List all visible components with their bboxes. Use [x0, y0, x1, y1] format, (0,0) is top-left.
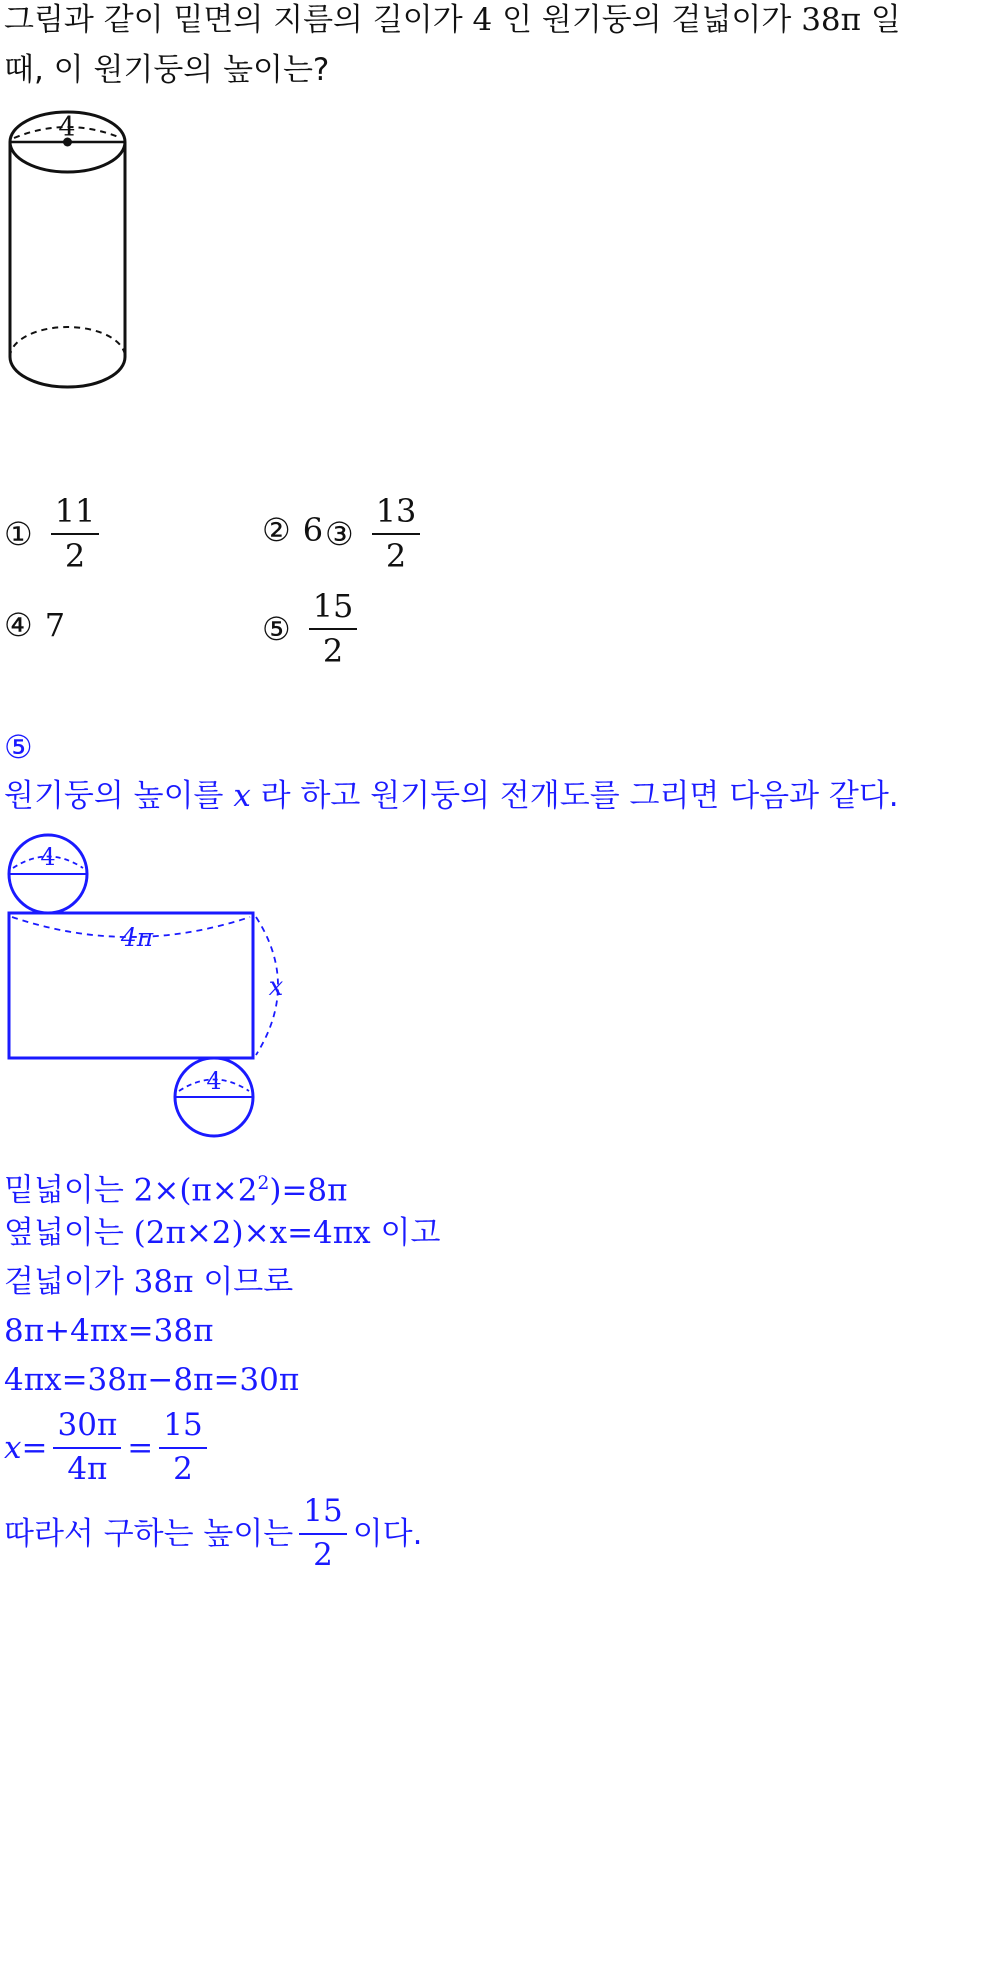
fraction-bar [51, 533, 100, 535]
question-line-1 [4, 0, 901, 40]
math-superscript: 2 [257, 1173, 270, 1194]
fraction-denominator: 4π [67, 1451, 108, 1487]
answer-mark [4, 727, 33, 767]
surface-area-line [4, 1262, 293, 1302]
base-area-line [4, 1164, 348, 1210]
solution-text: 이다. [352, 1516, 423, 1552]
choice-fraction [372, 493, 421, 575]
solution-text: 옆넓이는 [4, 1215, 134, 1251]
choice-5[interactable] [262, 588, 363, 670]
fraction-denominator: 2 [64, 536, 86, 575]
equation-fraction-2 [159, 1408, 206, 1487]
net-top-label: 4 [40, 843, 56, 871]
solution-text: 겉넓이가 [4, 1264, 134, 1300]
fraction-bar [53, 1447, 121, 1449]
solution-text: 밑넓이는 [4, 1172, 134, 1209]
choice-mark: ④ [4, 606, 33, 644]
net-bottom-label: 4 [206, 1067, 222, 1095]
math-expression: 2×(π×2 [133, 1172, 258, 1209]
solution-intro [4, 776, 899, 816]
answer-mark-text: ⑤ [4, 728, 33, 766]
fraction-denominator: 2 [313, 1537, 333, 1573]
fraction-numerator: 15 [312, 587, 354, 625]
side-area-line [4, 1213, 440, 1253]
math-expression: = [127, 1430, 154, 1466]
choice-1[interactable] [4, 493, 105, 575]
cylinder-figure [0, 100, 180, 400]
equation-3 [4, 1407, 213, 1487]
solution-text: 따라서 구하는 높이는 [4, 1516, 294, 1552]
question-line-2 [4, 50, 329, 90]
variable-x: x [233, 778, 251, 814]
math-expression: )=8π [269, 1172, 348, 1209]
fraction-denominator: 2 [173, 1451, 193, 1487]
conclusion-fraction [299, 1494, 346, 1573]
fraction-denominator: 2 [385, 536, 407, 575]
math-expression: 8π+4πx=38π [4, 1313, 214, 1349]
fraction-bar [309, 628, 358, 630]
choice-mark: ① [4, 514, 33, 553]
fraction-numerator: 15 [163, 1407, 203, 1444]
question-text: 인 원기둥의 겉넓이가 [492, 2, 802, 38]
choice-2[interactable] [262, 511, 323, 549]
fraction-bar [372, 533, 421, 535]
choice-mark: ⑤ [262, 609, 291, 648]
math-expression: 38π [133, 1264, 194, 1300]
fraction-numerator: 11 [54, 492, 96, 530]
equation-1 [4, 1311, 213, 1351]
diameter-value: 4 [472, 2, 493, 38]
solution-text: 이므로 [193, 1264, 294, 1300]
choice-value: 7 [44, 606, 66, 644]
equation-2 [4, 1360, 299, 1400]
conclusion-line [4, 1493, 423, 1573]
cylinder-bottom-hidden-arc [10, 327, 125, 357]
solution-text: 원기둥의 높이를 [4, 778, 234, 814]
cylinder-bottom-visible-arc [10, 357, 125, 387]
choice-fraction [51, 493, 100, 575]
choice-value: 6 [302, 511, 324, 549]
surface-area-value: 38π [801, 2, 862, 38]
net-width-label: 4π [120, 923, 154, 952]
question-text: 그림과 같이 밑면의 지름의 길이가 [4, 2, 473, 38]
choice-mark: ② [262, 511, 291, 549]
diameter-label: 4 [58, 112, 76, 143]
choice-4[interactable] [4, 606, 65, 644]
solution-text: 이고 [370, 1215, 441, 1251]
math-expression: x= [4, 1430, 48, 1466]
solution-text: 라 하고 원기둥의 전개도를 그리면 다음과 같다. [250, 778, 899, 814]
choice-fraction [309, 588, 358, 670]
math-expression: (2π×2)×x=4πx [133, 1215, 371, 1251]
choice-3[interactable] [325, 493, 426, 575]
equation-fraction-1 [53, 1408, 121, 1487]
fraction-numerator: 13 [375, 492, 417, 530]
math-expression: 4πx=38π−8π=30π [4, 1362, 300, 1398]
fraction-numerator: 30π [57, 1407, 118, 1444]
fraction-denominator: 2 [322, 631, 344, 670]
fraction-bar [299, 1533, 346, 1535]
fraction-bar [159, 1447, 206, 1449]
choice-mark: ③ [325, 514, 354, 553]
cylinder-net-diagram [0, 825, 310, 1145]
question-text: 일 [861, 2, 901, 38]
question-text: 때, 이 원기둥의 높이는? [4, 52, 330, 88]
net-height-label: x [268, 972, 284, 1002]
fraction-numerator: 15 [303, 1493, 343, 1530]
